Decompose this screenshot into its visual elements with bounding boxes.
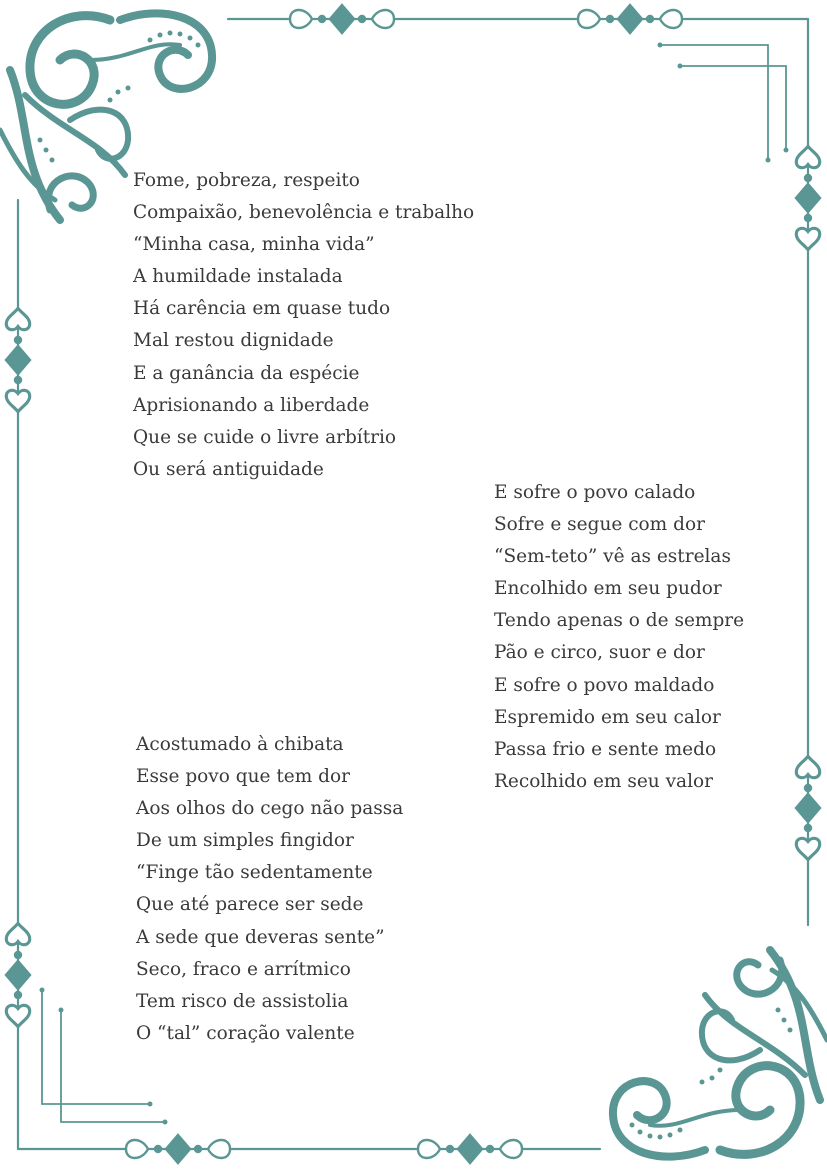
poem-line: Sofre e segue com dor [494, 514, 705, 536]
poem-line: Espremido em seu calor [494, 706, 721, 728]
poem-line: Aprisionando a liberdade [133, 394, 370, 416]
poem-line: “Minha casa, minha vida” [133, 234, 375, 256]
bottom-right-flourish [613, 950, 827, 1157]
poem-stanza-2 [494, 477, 744, 798]
poem-line: “Sem-teto” vê as estrelas [494, 546, 731, 568]
poem-line: Fome, pobreza, respeito [133, 170, 360, 191]
poem-line: Acostumado à chibata [136, 734, 344, 755]
poem-line: E sofre o povo maldado [494, 674, 715, 696]
poem-line: Compaixão, benevolência e trabalho [133, 202, 475, 224]
poem-line: O “tal” coração valente [136, 1022, 355, 1044]
poem-line: A sede que deveras sente” [136, 926, 385, 948]
poem-line: Mal restou dignidade [133, 330, 334, 352]
poem-line: Tendo apenas o de sempre [494, 610, 745, 632]
poem-line: Passa frio e sente medo [494, 738, 717, 760]
poem-line: Seco, fraco e arrítmico [136, 958, 351, 980]
poem-line: Encolhido em seu pudor [494, 578, 722, 600]
poem-line: De um simples fingidor [136, 830, 354, 852]
poem-line: “Finge tão sedentamente [136, 862, 373, 884]
poem-line: Pão e circo, suor e dor [494, 642, 705, 664]
poem-line: Aos olhos do cego não passa [136, 798, 404, 820]
poem-line: E a ganância da espécie [133, 362, 360, 384]
poem-line: Recolhido em seu valor [494, 770, 713, 792]
poem-line: A humildade instalada [133, 266, 343, 288]
poem-line: Tem risco de assistolia [136, 990, 349, 1012]
poem-line: Ou será antiguidade [133, 458, 324, 480]
poem-stanza-1 [133, 165, 474, 486]
poem-line: Há carência em quase tudo [133, 298, 391, 320]
poem-line: Que até parece ser sede [136, 894, 364, 916]
poem-line: Esse povo que tem dor [136, 766, 350, 788]
poem-stanza-3 [136, 729, 403, 1050]
poem-line: Que se cuide o livre arbítrio [133, 426, 397, 448]
poem-line: E sofre o povo calado [494, 482, 696, 503]
